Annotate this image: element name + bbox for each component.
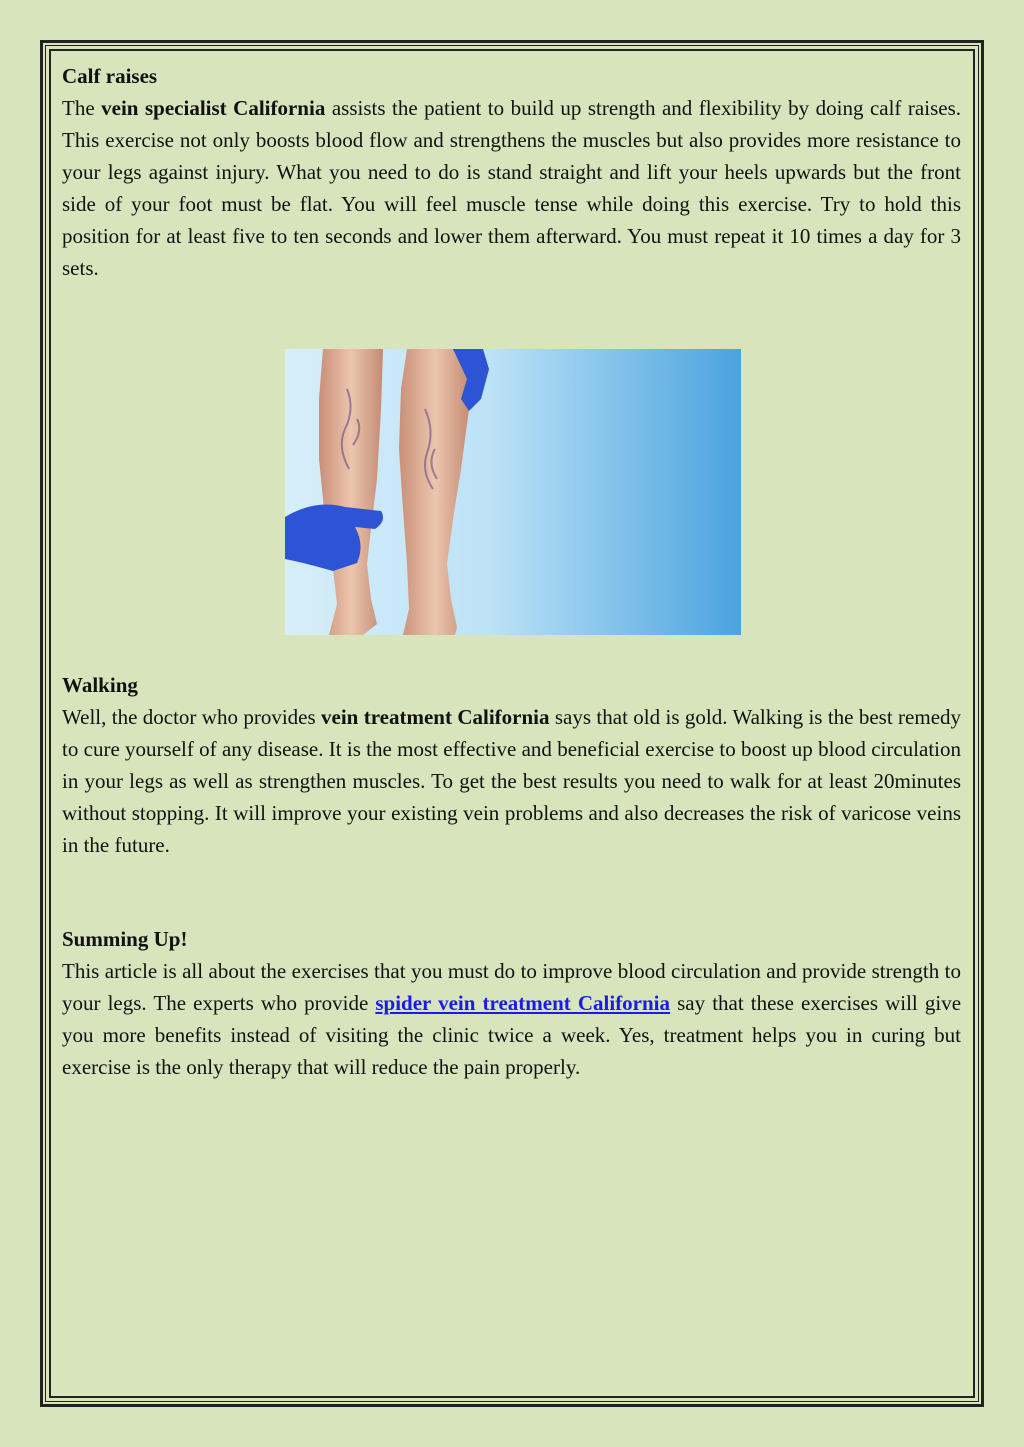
section-heading: Calf raises — [62, 64, 158, 88]
section-paragraph — [62, 701, 961, 861]
section-paragraph — [62, 92, 961, 284]
bold-keyword: vein specialist California — [101, 96, 326, 120]
section-paragraph — [62, 955, 961, 1083]
bold-keyword: vein treatment California — [321, 705, 550, 729]
text-run: assists the patient to build up strength and flexibility by doing calf raises. This exercise not only boosts blood flow and strengthens the muscles but also provides more resistance to your legs against injury. What you need to do is stand straight and lift your heels upwards but the front side of your foot must be flat. You will feel muscle tense while doing this exercise. Try to hold this position for at least five to ten seconds and lower them afterward. You must repeat it 10 times a day for 3 sets. — [62, 96, 961, 280]
legs-varicose-veins-image — [285, 349, 741, 635]
text-run: This article is all about the exercises that you must do to improve blood circulation and provide strength to your legs. The experts who provide — [62, 959, 961, 1015]
section-calf-raises — [62, 60, 961, 284]
section-heading: Summing Up! — [62, 927, 188, 951]
text-run: says that old is gold. Walking is the best remedy to cure yourself of any disease. It is the most effective and beneficial exercise to boost up blood circulation in your legs as well as strengthen muscles. To get the best results you need to walk for at least 20minutes without stopping. It will improve your existing vein problems and also decreases the risk of varicose veins in the future. — [62, 705, 962, 857]
text-run: say that these exercises will give you more benefits instead of visiting the clinic twice a week. Yes, treatment helps you in curing but exercise is the only therapy that will reduce the pain properly. — [62, 991, 962, 1079]
section-summing-up — [62, 923, 961, 1083]
section-heading: Walking — [62, 673, 138, 697]
text-run: Well, the doctor who provides — [62, 705, 322, 729]
spider-vein-link[interactable]: spider vein treatment California — [375, 991, 671, 1015]
section-walking — [62, 669, 961, 861]
text-run: The — [62, 96, 102, 120]
